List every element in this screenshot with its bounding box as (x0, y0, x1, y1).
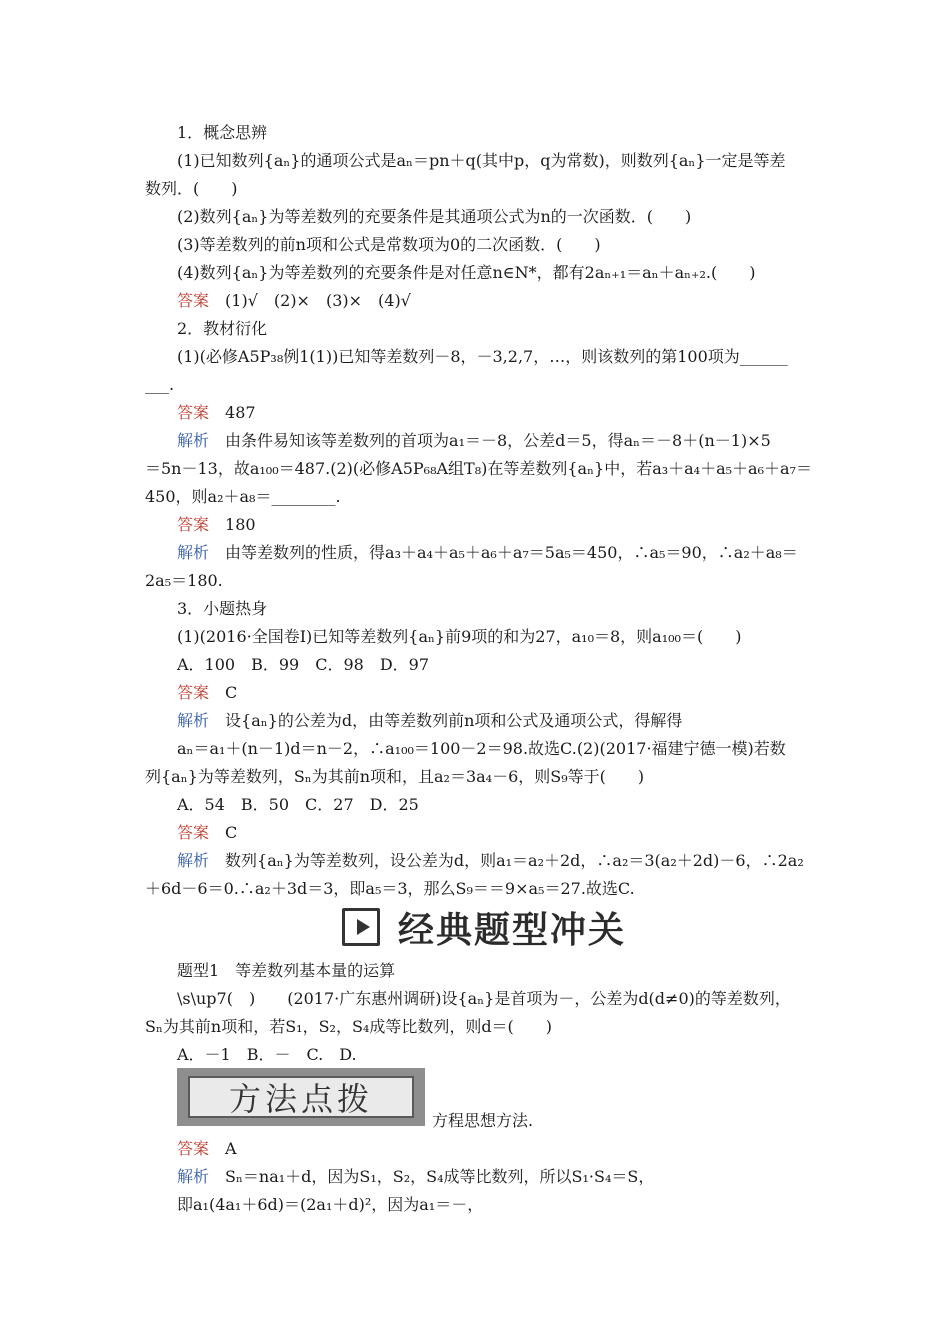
banner-title: 经典题型冲关 (398, 909, 627, 951)
s1-question-2: (2)数列{aₙ}为等差数列的充要条件是其通项公式为n的一次函数．( ) (177, 207, 692, 226)
s1-answer-line (177, 290, 411, 312)
s1-question-1: (1)已知数列{aₙ}的通项公式是aₙ＝pn＋q(其中p，q为常数)，则数列{aₙ}一定是等差 (177, 151, 786, 170)
s3-question-2-options: A．54 B．50 C．27 D．25 (177, 795, 419, 814)
s1-answer: (1)√ (2)× (3)× (4)√ (225, 291, 411, 310)
s1-question-4: (4)数列{aₙ}为等差数列的充要条件是对任意n∈N*，都有2aₙ₊₁＝aₙ＋aₙ₊₂.( ) (177, 263, 756, 282)
s2-explanation-1c: 450，则a₂＋a₈＝________. (145, 487, 341, 506)
answer-label: 答案 (177, 515, 210, 534)
method-tips-badge (177, 1068, 425, 1126)
section-banner (342, 904, 626, 950)
explanation-label: 解析 (177, 431, 210, 450)
t1-explanation (177, 1166, 654, 1188)
t1-question-1: \s\up7( ) (2017·广东惠州调研)设{aₙ}是首项为－，公差为d(d≠0)的等差数列， (177, 989, 791, 1008)
s3-explanation-1 (177, 710, 682, 732)
s2-question-1: (1)(必修A5P₃₈例1(1))已知等差数列－8，－3,2,7，…，则该数列的第100项为______ (177, 347, 788, 366)
explanation-label: 解析 (177, 543, 210, 562)
s2-explanation-2b: 2a₅＝180. (145, 571, 223, 590)
method-tips-text: 方程思想方法. (432, 1111, 534, 1130)
t1-explanation-a: Sₙ＝na₁＋d，因为S₁，S₂，S₄成等比数列，所以S₁·S₄＝S， (225, 1167, 655, 1186)
s3-explanation-1b: aₙ＝a₁＋(n－1)d＝n－2，∴a₁₀₀＝100－2＝98.故选C.(2)(2017·福建宁德一模)若数 (177, 739, 786, 758)
s2-explanation-1b: ＝5n－13，故a₁₀₀＝487.(2)(必修A5P₆₈A组T₈)在等差数列{aₙ}中，若a₃＋a₄＋a₅＋a₆＋a₇＝ (145, 459, 812, 478)
topic-1-title: 题型1 等差数列基本量的运算 (177, 961, 396, 980)
t1-question-1-cont: Sₙ为其前n项和，若S₁，S₂，S₄成等比数列，则d＝( ) (145, 1017, 553, 1036)
s2-answer-2: 180 (225, 515, 256, 534)
s2-answer-1-line (177, 402, 256, 424)
section-1-title: 1．概念思辨 (177, 123, 268, 142)
s2-question-1-cont: ___. (145, 375, 175, 394)
s2-explanation-2a: 由等差数列的性质，得a₃＋a₄＋a₅＋a₆＋a₇＝5a₅＝450，∴a₅＝90，∴a₂＋a₈＝ (225, 543, 798, 562)
s3-explanation-1c: 列{aₙ}为等差数列，Sₙ为其前n项和，且a₂＝3a₄－6，则S₉等于( ) (145, 767, 645, 786)
s3-explanation-1a: 设{aₙ}的公差为d，由等差数列前n项和公式及通项公式，得解得 (225, 711, 683, 730)
answer-label: 答案 (177, 1139, 210, 1158)
s1-question-3: (3)等差数列的前n项和公式是常数项为0的二次函数．( ) (177, 235, 601, 254)
method-tips-label: 方法点拨 (188, 1076, 414, 1118)
explanation-label: 解析 (177, 851, 210, 870)
play-icon (342, 908, 380, 946)
s3-explanation-2b: ＋6d－6＝0.∴a₂＋3d＝3，即a₅＝3，那么S₉＝＝9×a₅＝27.故选C. (145, 879, 635, 898)
s1-question-1-cont: 数列．( ) (145, 179, 238, 198)
section-2-title: 2．教材衍化 (177, 319, 268, 338)
s3-explanation-2a: 数列{aₙ}为等差数列，设公差为d，则a₁＝a₂＋2d，∴a₂＝3(a₂＋2d)－6，∴2a₂ (225, 851, 804, 870)
t1-answer: A (225, 1139, 237, 1158)
s2-answer-2-line (177, 514, 256, 536)
s3-question-1: (1)(2016·全国卷Ⅰ)已知等差数列{aₙ}前9项的和为27，a₁₀＝8，则a₁₀₀＝( ) (177, 627, 742, 646)
explanation-label: 解析 (177, 711, 210, 730)
s3-question-1-options: A．100 B．99 C．98 D．97 (177, 655, 430, 674)
s2-explanation-1a: 由条件易知该等差数列的首项为a₁＝－8，公差d＝5，得aₙ＝－8＋(n－1)×5 (225, 431, 771, 450)
s3-answer-1: C (225, 683, 238, 702)
t1-question-1-options: A．－1 B．－ C. D. (177, 1045, 357, 1064)
s3-answer-1-line (177, 682, 237, 704)
s2-explanation-2 (177, 542, 798, 564)
answer-label: 答案 (177, 823, 210, 842)
section-3-title: 3．小题热身 (177, 599, 268, 618)
answer-label: 答案 (177, 403, 210, 422)
explanation-label: 解析 (177, 1167, 210, 1186)
answer-label: 答案 (177, 683, 210, 702)
answer-label: 答案 (177, 291, 210, 310)
s2-answer-1: 487 (225, 403, 256, 422)
t1-explanation-b: 即a₁(4a₁＋6d)＝(2a₁＋d)²，因为a₁＝－， (177, 1195, 484, 1214)
t1-answer-line (177, 1138, 237, 1160)
s3-answer-2-line (177, 822, 237, 844)
s3-explanation-2 (177, 850, 804, 872)
s3-answer-2: C (225, 823, 238, 842)
s2-explanation-1 (177, 430, 771, 452)
